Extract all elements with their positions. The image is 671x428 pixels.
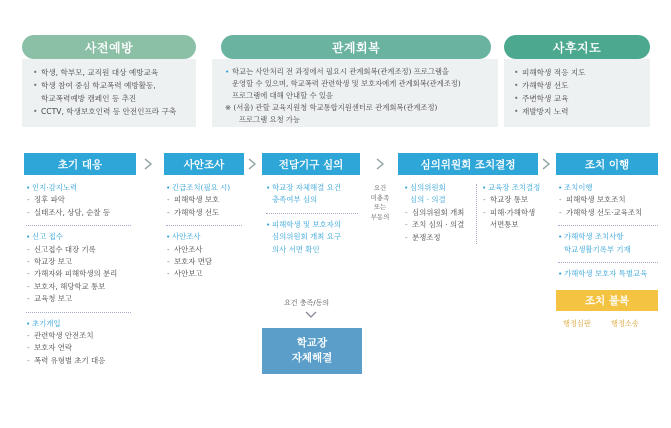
condition-label: 요건 충족/동의	[284, 299, 330, 307]
appeal-option-admin-suit: 행정소송	[611, 319, 639, 328]
prevention-list: • 학생, 학부모, 교직원 대상 예방교육 • 학생 참여 중심 학교폭력 예방활동, 학교폭력예방 캠페인 등 추진 • CCTV, 학생보호인력 등 안전인프라 구축	[33, 66, 176, 118]
self-resolution-box: 학교장 자체해결	[262, 328, 362, 374]
investigation-header: 사안조사	[164, 153, 244, 175]
recovery-header: 관계회복	[221, 35, 491, 59]
committee-left: • 심의위원회 심의 · 의결 - 심의위원회 개최 - 조치 심의 · 의결 - 분쟁조정	[404, 182, 464, 244]
chevron-down-icon	[305, 311, 317, 319]
committee-right: • 교육장 조치결정 - 학교장 통보 - 피해·가해학생 서면통보	[482, 182, 540, 232]
initial-response-header: 초기 대응	[24, 153, 136, 175]
chevron-right-icon	[246, 158, 258, 170]
committee-divider	[476, 184, 477, 244]
followup-list: • 피해학생 적응 지도 • 가해학생 선도 • 주변학생 교육 • 재발방지 노력	[514, 66, 586, 118]
chevron-right-icon	[142, 158, 154, 170]
unmet-condition-label: 요건 미충족 또는 부동의	[370, 184, 390, 221]
initial-response-content: • 인지·감지노력 - 징후 파악 - 실태조사, 상담, 순찰 등 • 신고 접수 - 신고접수 대장 기록 - 학교장 보고 - 가해자와 피해학생의 분리 - 보호자, 해당학교 통보 - 교육청 보고 • 초기개입 - 관련학생 안전조치 - 보호자 연락 - 폭력 유형별 초기 대응	[26, 182, 131, 367]
investigation-content: • 긴급조치(필요 시) - 피해학생 보호 - 가해학생 선도 • 사안조사 - 사안조사 - 보호자 면담 - 사안보고	[166, 182, 242, 281]
recovery-text: • 학교는 사안처리 전 과정에서 필요시 관계회복(관계조정) 프로그램을 운영할 수 있으며, 학교폭력 관련학생 및 보호자에게 관계회복(관계조정) 프로그램에 대해 안내할 수 있음 ※ (서울) 관할 교육지원청 학교통합지원센터로 관계회복(관계조정) 프로그램 요청 가능	[225, 66, 461, 126]
action-content: • 조치이행 - 피해학생 보호조치 - 가해학생 선도·교육조치 • 가해학생 조치사항 학교생활기록부 기재 • 가해학생 보호자 특별교육	[558, 182, 658, 280]
action-header: 조치 이행	[556, 153, 658, 175]
prevention-header: 사전예방	[22, 35, 196, 59]
appeal-header: 조치 불복	[556, 290, 658, 311]
committee-header: 심의위원회 조치결정	[398, 153, 538, 175]
deliberation-header: 전담기구 심의	[262, 153, 360, 175]
chevron-right-icon	[374, 158, 386, 170]
chevron-right-icon	[540, 158, 552, 170]
followup-header: 사후지도	[504, 35, 650, 59]
appeal-option-admin-trial: 행정심판	[563, 319, 591, 328]
deliberation-content: • 학교장 자체해결 요건 충족여부 심의 • 피해학생 및 보호자의 심의위원회 개최 요구 의사 서면 확인	[266, 182, 358, 256]
